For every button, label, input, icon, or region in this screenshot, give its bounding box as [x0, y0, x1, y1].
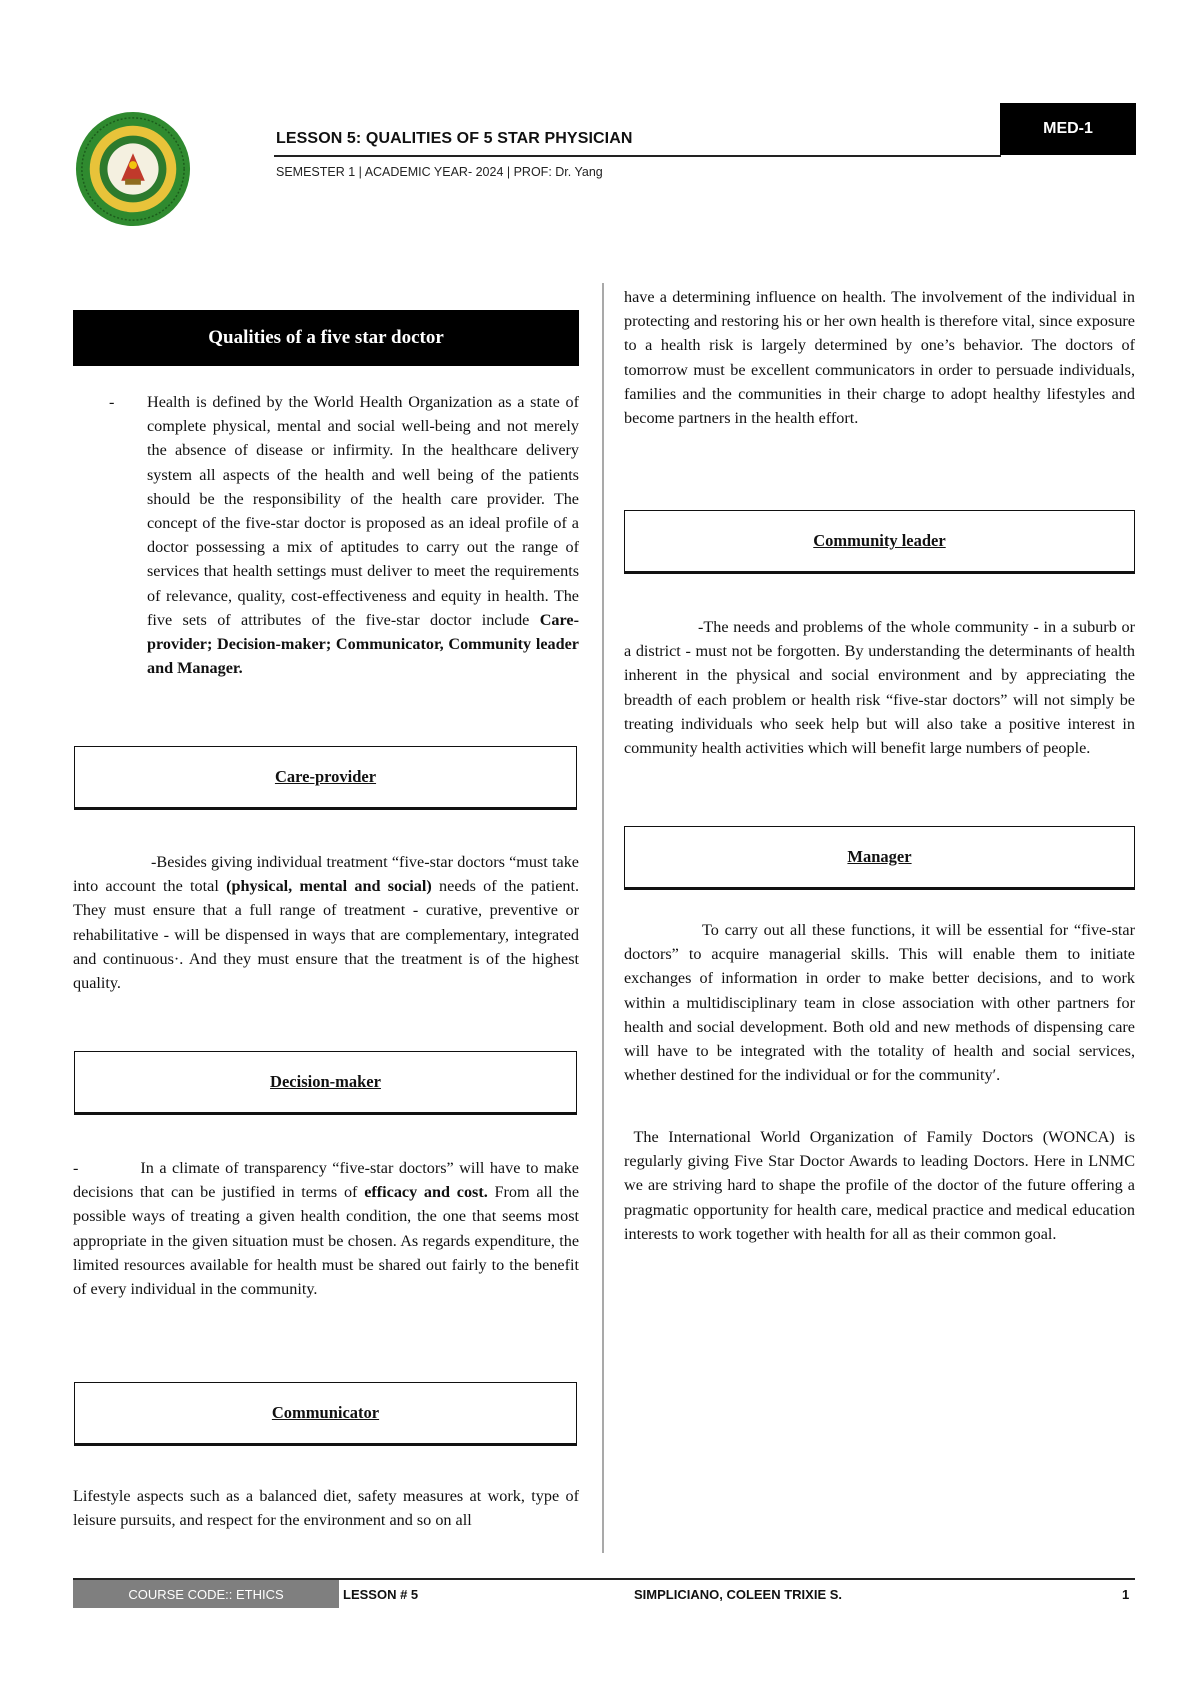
communicator-paragraph-right: have a determining influence on health. The involvement of the individual in protecting and restoring his or her own health is therefore vital, since exposure to a health risk is largely determined by one’s behavior. The doctors of tomorrow must be excellent communicators in order to persuade individuals, families and the communities in their charge to adopt healthy lifestyles and become partners in the health effort.	[624, 288, 1135, 428]
manager-paragraph	[624, 918, 1135, 1087]
footer-author: SIMPLICIANO, COLEEN TRIXIE S.	[634, 1587, 843, 1602]
decision-maker-paragraph	[73, 1156, 579, 1301]
manager-heading: Manager	[624, 826, 1135, 888]
wonca-text: The International World Organization of Family Doctors (WONCA) is regularly giving Five Star Doctor Awards to leading Doctors. Here in LNMC we are striving hard to shape the profile of the doctor of the future offering a pragmatic opportunity for health care, medical practice and medical education interests to work together with health for all as their common goal.	[624, 1128, 1136, 1243]
course-badge: MED-1	[1000, 103, 1136, 155]
care-provider-heading: Care-provider	[74, 746, 577, 808]
footer-course-code: COURSE CODE:: ETHICS	[73, 1580, 339, 1608]
intro-bold: Care-provider; Decision-maker; Communicator, Community leader and Manager.	[147, 610, 579, 678]
decision-maker-text-b: From all the possible ways of treating a given health condition, the one that seems most appropriate in the given situation must be chosen. As regards expenditure, the limited resources available for health must be shared out fairly to the benefit of every individual in the community.	[73, 1183, 580, 1299]
intro-dash: -	[109, 393, 115, 411]
footer-lesson: LESSON # 5	[343, 1587, 419, 1602]
main-heading: Qualities of a five star doctor	[73, 310, 579, 366]
decision-maker-bold: efficacy and cost.	[364, 1183, 488, 1202]
intro-paragraph	[73, 390, 579, 680]
communicator-heading: Communicator	[74, 1382, 577, 1444]
care-provider-bold: (physical, mental and social)	[226, 877, 432, 896]
decision-maker-dash: -	[73, 1159, 79, 1177]
care-provider-text-b: needs of the patient. They must ensure that a full range of treatment - curative, preventive or rehabilitative - will be dispensed in ways that are complementary, integrated and continuous·. And they must ensure that the treatment is of the highest quality.	[73, 877, 580, 993]
footer-page-number: 1	[1122, 1587, 1130, 1602]
community-leader-heading: Community leader	[624, 510, 1135, 572]
lesson-subtitle: SEMESTER 1 | ACADEMIC YEAR- 2024 | PROF: Dr. Yang	[276, 165, 603, 179]
university-seal-logo	[74, 110, 192, 228]
decision-maker-text-a: In a climate of transparency “five-star doctors” will have to make decisions that can be justified in terms of	[73, 1159, 579, 1202]
column-divider	[602, 283, 604, 1553]
lesson-title: LESSON 5: QUALITIES OF 5 STAR PHYSICIAN	[276, 130, 633, 147]
manager-text: To carry out all these functions, it will be essential for “five-star doctors” to acquire managerial skills. This will enable them to initiate exchanges of information in order to make better decisions, and to work within a multidisciplinary team in close association with other partners for health and social development. Both old and new methods of dispensing care will have to be integrated with the totality of health and social services, whether destined for the individual or for the community′.	[624, 921, 1135, 1085]
title-rule	[274, 155, 1001, 157]
wonca-paragraph	[624, 1125, 1135, 1246]
community-leader-text: -The needs and problems of the whole community - in a suburb or a district - must not be forgotten. By understanding the determinants of health inherent in the physical and social environment and by appreciating the breadth of each problem or health risk “five-star doctors” will not simply be treating individuals who seek help but will also take a positive interest in community health activities which will benefit large numbers of people.	[624, 618, 1135, 758]
care-provider-paragraph	[73, 850, 579, 995]
communicator-paragraph-left: Lifestyle aspects such as a balanced diet, safety measures at work, type of leisure pursuits, and respect for the environment and so on all	[73, 1487, 579, 1530]
intro-text: Health is defined by the World Health Organization as a state of complete physical, mental and social well-being and not merely the absence of disease or infirmity. In the healthcare delivery system all aspects of the health and well being of the patients should be the responsibility of the health care provider. The concept of the five-star doctor is proposed as an ideal profile of a doctor possessing a mix of aptitudes to carry out the range of services that health settings must deliver to meet the requirements of relevance, quality, cost-effectiveness and equity in health. The five sets of attributes of the five-star doctor include	[147, 393, 579, 629]
decision-maker-heading: Decision-maker	[74, 1051, 577, 1113]
care-provider-text-a: -Besides giving individual treatment “five-star doctors “must take into account the total	[73, 853, 579, 896]
community-leader-paragraph	[624, 615, 1135, 760]
